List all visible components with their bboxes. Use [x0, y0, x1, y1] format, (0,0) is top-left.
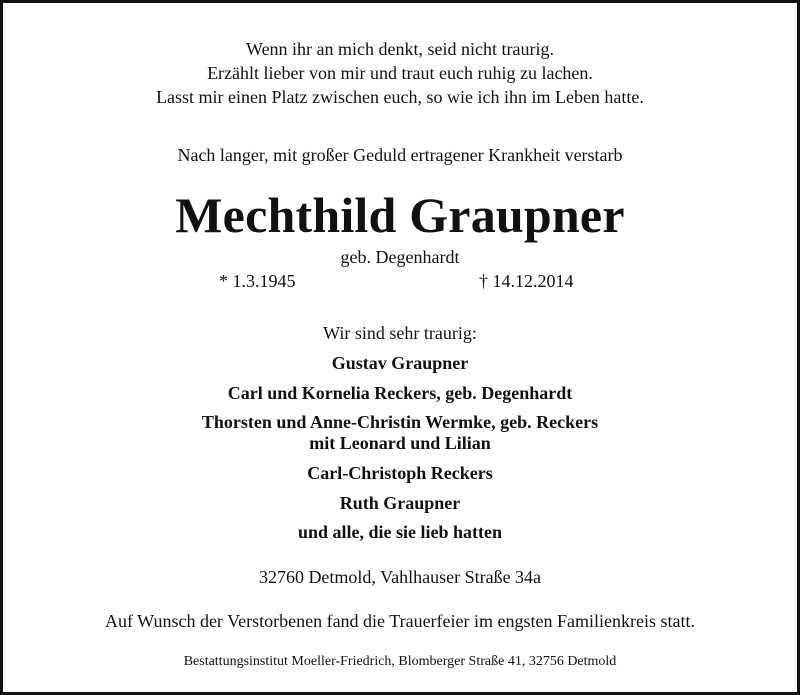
mourner-name: Gustav Graupner [331, 353, 469, 373]
death-date: † 14.12.2014 [479, 271, 574, 291]
funeral-note: Auf Wunsch der Verstorbenen fand die Trauerfeier im engsten Familienkreis statt. [105, 611, 695, 631]
undertaker-line: Bestattungsinstitut Moeller-Friedrich, Blomberger Straße 41, 32756 Detmold [183, 654, 617, 669]
mourner-name: und alle, die sie lieb hatten [297, 522, 503, 542]
verse-line-2: Erzählt lieber von mir und traut euch ruhig zu lachen. [207, 63, 593, 83]
life-dates [3, 269, 797, 293]
mourner-name: mit Leonard und Lilian [309, 433, 491, 453]
death-announcement-intro: Nach langer, mit großer Geduld ertragener Krankheit verstarb [177, 145, 623, 165]
mourner-name: Thorsten und Anne-Christin Wermke, geb. Reckers [201, 412, 599, 432]
mourners-intro: Wir sind sehr traurig: [323, 323, 477, 343]
verse-line-1: Wenn ihr an mich denkt, seid nicht traurig. [246, 39, 554, 59]
deceased-name: Mechthild Graupner [175, 187, 625, 243]
mourner-name: Carl und Kornelia Reckers, geb. Degenhardt [227, 383, 573, 403]
verse-line-3: Lasst mir einen Platz zwischen euch, so wie ich ihn im Leben hatte. [156, 87, 644, 107]
birth-date: * 1.3.1945 [219, 271, 296, 291]
maiden-name: geb. Degenhardt [340, 247, 460, 267]
mourner-name: Ruth Graupner [339, 493, 461, 513]
family-address: 32760 Detmold, Vahlhauser Straße 34a [258, 567, 542, 587]
mourner-name: Carl-Christoph Reckers [307, 463, 493, 483]
